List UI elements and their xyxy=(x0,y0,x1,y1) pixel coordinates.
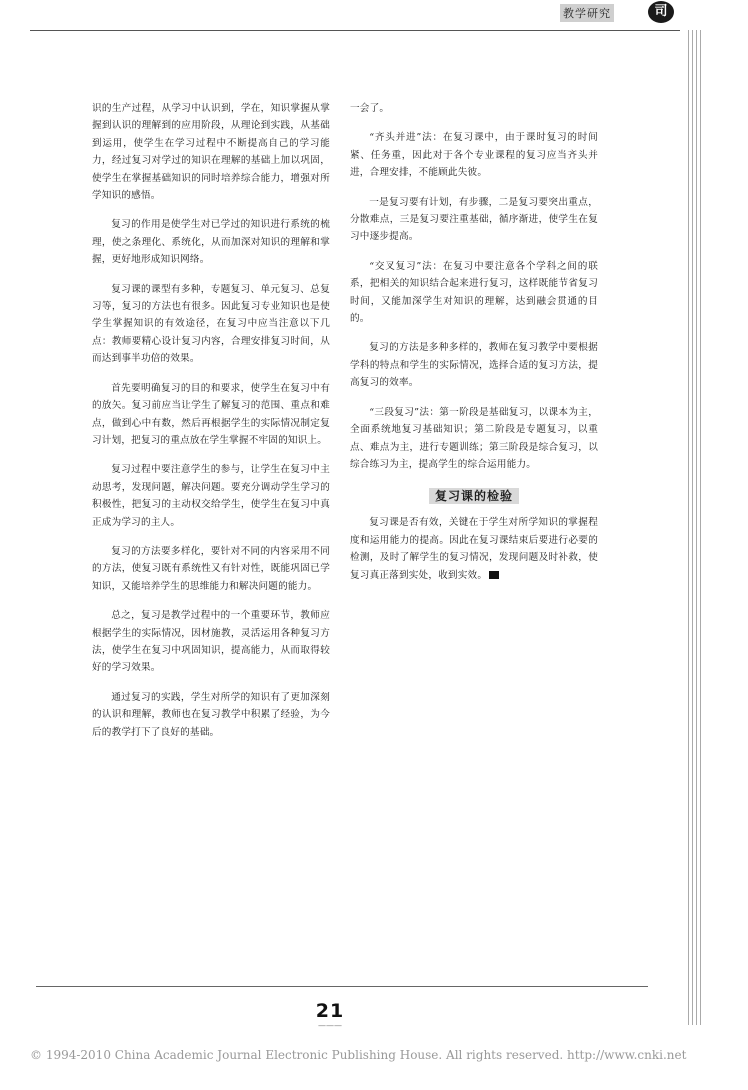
copyright-notice: © 1994-2010 China Academic Journal Electronic Publishing House. All rights reserved. http://www.cnki.net xyxy=(30,1048,687,1062)
page-number-ornament: ——— xyxy=(318,1021,342,1030)
header-tag-label: 教学研究 xyxy=(560,4,614,22)
body-paragraph: 首先要明确复习的目的和要求，使学生在复习中有的放矢。复习前应当让学生了解复习的范围、重点和难点，做到心中有数，然后再根据学生的实际情况制定复习计划，把复习的重点放在学生掌握不牢固的知识上。 xyxy=(92,382,330,446)
header-section-tag xyxy=(560,2,686,24)
body-paragraph: 识的生产过程，从学习中认识到，学在，知识掌握从掌握到认识的理解到的应用阶段，从理论到实践，从基础到运用，使学生在学习过程中不断提高自己的学习能力，经过复习对学过的知识在理解的基础上加以巩固，使学生在掌握基础知识的同时培养综合能力，增强对所学知识的感悟。 xyxy=(92,103,330,202)
margin-bar xyxy=(692,30,693,1025)
margin-bar xyxy=(700,30,701,1025)
section-paragraph xyxy=(350,514,598,584)
body-paragraph: 复习的作用是使学生对已学过的知识进行系统的梳理，使之条理化、系统化，从而加深对知识的理解和掌握，更好地形成知识网络。 xyxy=(92,219,330,266)
header-rule xyxy=(30,30,680,31)
body-paragraph: 通过复习的实践，学生对所学的知识有了更加深刻的认识和理解，教师也在复习教学中积累了经验，为今后的教学打下了良好的基础。 xyxy=(92,691,330,738)
body-paragraph: 一是复习要有计划，有步骤，二是复习要突出重点，分散难点，三是复习要注重基础，循序渐进，使学生在复习中逐步提高。 xyxy=(350,196,598,243)
body-paragraph: “交叉复习”法：在复习中要注意各个学科之间的联系，把相关的知识结合起来进行复习，这样既能节省复习时间，又能加深学生对知识的理解，达到融会贯通的目的。 xyxy=(350,260,598,325)
right-column xyxy=(350,100,598,596)
end-of-article-mark xyxy=(489,571,499,579)
section-heading-label: 复习课的检验 xyxy=(429,488,519,504)
body-paragraph: “三段复习”法：第一阶段是基础复习，以课本为主，全面系统地复习基础知识；第二阶段是专题复习，以重点、难点为主，进行专题训练；第三阶段是综合复习，以综合练习为主，提高学生的综合运用能力。 xyxy=(350,406,598,470)
left-column xyxy=(92,100,330,753)
page-number: 21 xyxy=(315,1000,345,1022)
body-paragraph: 复习课的课型有多种，专题复习、单元复习、总复习等，复习的方法也有很多。因此复习专业知识也是使学生掌握知识的有效途径，在复习中应当注意以下几点：教师要精心设计复习内容，合理安排复习时间，从而达到事半功倍的效果。 xyxy=(92,283,330,365)
section-heading xyxy=(350,487,598,504)
body-paragraph: 一会了。 xyxy=(350,103,390,114)
footer-rule xyxy=(36,986,648,987)
body-paragraph: 复习的方法要多样化，要针对不同的内容采用不同的方法，使复习既有系统性又有针对性，既能巩固已学知识，又能培养学生的思维能力和解决问题的能力。 xyxy=(92,545,330,592)
section-paragraph-text: 复习课是否有效，关键在于学生对所学知识的掌握程度和运用能力的提高。因此在复习课结束后要进行必要的检测，及时了解学生的复习情况，发现问题及时补救，使复习真正落到实处，收到实效。 xyxy=(350,517,598,581)
margin-bar xyxy=(696,30,697,1025)
margin-bar xyxy=(688,30,689,1025)
body-paragraph: “齐头并进”法：在复习课中，由于课时复习的时间紧、任务重，因此对于各个专业课程的复习应当齐头并进，合理安排，不能顾此失彼。 xyxy=(350,132,598,179)
body-paragraph: 复习的方法是多种多样的，教师在复习教学中要根据学科的特点和学生的实际情况，选择合适的复习方法，提高复习的效率。 xyxy=(350,342,598,389)
body-paragraph: 总之，复习是教学过程中的一个重要环节，教师应根据学生的实际情况，因材施教，灵活运用各种复习方法，使学生在复习中巩固知识，提高能力，从而取得较好的学习效果。 xyxy=(92,610,330,674)
body-paragraph: 复习过程中要注意学生的参与，让学生在复习中主动思考，发现问题，解决问题。要充分调动学生学习的积极性，把复习的主动权交给学生，使学生在复习中真正成为学习的主人。 xyxy=(92,464,330,528)
journal-logo-icon: 司 xyxy=(648,1,674,23)
